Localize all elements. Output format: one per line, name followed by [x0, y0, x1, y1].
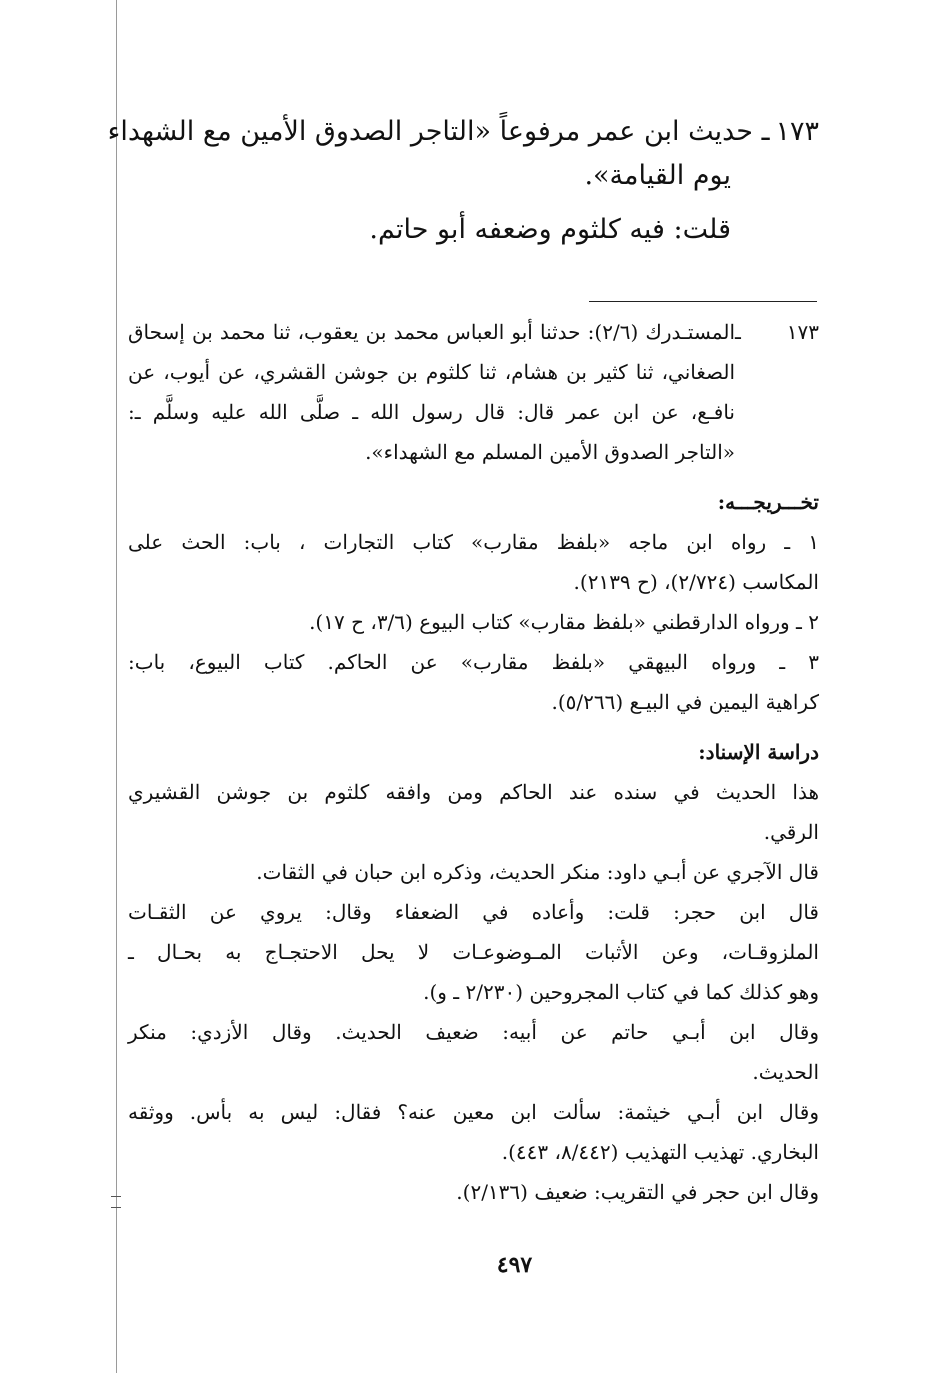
- takhrij-heading: تخـــريجـــه:: [717, 490, 819, 514]
- takhrij-line-3: ٢ ـ ورواه الدارقطني «بلفظ مقارب» كتاب البيوع (٣/٦، ح ١٧).: [309, 610, 819, 634]
- footnote-line-4: «التاجر الصدوق الأمين المسلم مع الشهداء».: [365, 440, 735, 464]
- isnad-line-2: الرقي.: [763, 820, 819, 844]
- isnad-line-6: وهو كذلك كما في كتاب المجروحين (٢/٢٣٠ ـ و).: [423, 980, 819, 1004]
- takhrij-line-1: ١ ـ رواه ابن ماجه «بلفظ مقارب» كتاب التجارات ، باب: الحث على: [128, 530, 819, 554]
- isnad-line-7: وقال ابن أبـي حاتم عن أبيه: ضعيف الحديث. وقال الأزدي: منكر: [128, 1020, 819, 1044]
- isnad-line-1: هذا الحديث في سنده عند الحاكم ومن وافقه كلثوم بن جوشن القشيري: [128, 780, 819, 804]
- takhrij-line-4: ٣ ـ ورواه البيهقي «بلفظ مقارب» عن الحاكم. كتاب البيوع، باب:: [128, 650, 819, 674]
- isnad-line-4: قال ابن حجر: قلت: وأعاده في الضعفاء وقال: يروي عن الثقـات: [128, 900, 819, 924]
- main-hadith-block: [107, 110, 819, 252]
- isnad-line-10: البخاري. تهذيب التهذيب (٨/٤٤٢، ٤٤٣).: [501, 1140, 819, 1164]
- takhrij-line-5: كراهية اليمين في البيـع (٥/٢٦٦).: [551, 690, 819, 714]
- footnote-line-2: الصغاني، ثنا كثير بن هشام، ثنا كلثوم بن جوشن القشري، عن أيوب، عن: [128, 360, 735, 384]
- isnad-line-5: الملزوقـات، وعن الأثبات المـوضوعـات لا يحل الاحتجـاج به بحـال ـ: [128, 940, 819, 964]
- footnote-line-3: نافـع، عن ابن عمر قال: قال رسول الله ـ صلَّى الله عليه وسلَّم ـ:: [128, 400, 735, 424]
- isnad-line-11: وقال ابن حجر في التقريب: ضعيف (٢/١٣٦).: [456, 1180, 819, 1204]
- qult-comment: قلت: فيه كلثوم وضعفه أبو حاتم.: [369, 214, 731, 245]
- hadith-line-2: يوم القيامة».: [584, 160, 731, 191]
- isnad-line-8: الحديث.: [752, 1060, 819, 1084]
- footnote-number: ١٧٣ ـ: [735, 320, 820, 344]
- isnad-line-3: قال الآجري عن أبـي داود: منكر الحديث، وذكره ابن حبان في الثقات.: [256, 860, 819, 884]
- page-number: ٤٩٧: [496, 1252, 533, 1278]
- isnad-heading: دراسة الإسناد:: [698, 740, 819, 764]
- footnote-separator: [589, 301, 817, 302]
- footnote-block: [128, 312, 819, 1212]
- isnad-line-9: وقال ابن أبـي خيثمة: سألت ابن معين عنه؟ فقال: ليس به بأس. ووثقه: [128, 1100, 819, 1124]
- footnote-text-1: المستـدرك (٢/٦): حدثنا أبو العباس محمد بن يعقوب، ثنا محمد بن إسحاق: [128, 320, 736, 344]
- takhrij-line-2: المكاسب (٢/٧٢٤)، (ح ٢١٣٩).: [573, 570, 819, 594]
- hadith-number: ١٧٣: [775, 116, 819, 147]
- hadith-line-1: [107, 110, 819, 154]
- hadith-text-1: ـ حديث ابن عمر مرفوعاً «التاجر الصدوق الأمين مع الشهداء: [107, 116, 770, 147]
- footnote-line-1: [128, 312, 819, 352]
